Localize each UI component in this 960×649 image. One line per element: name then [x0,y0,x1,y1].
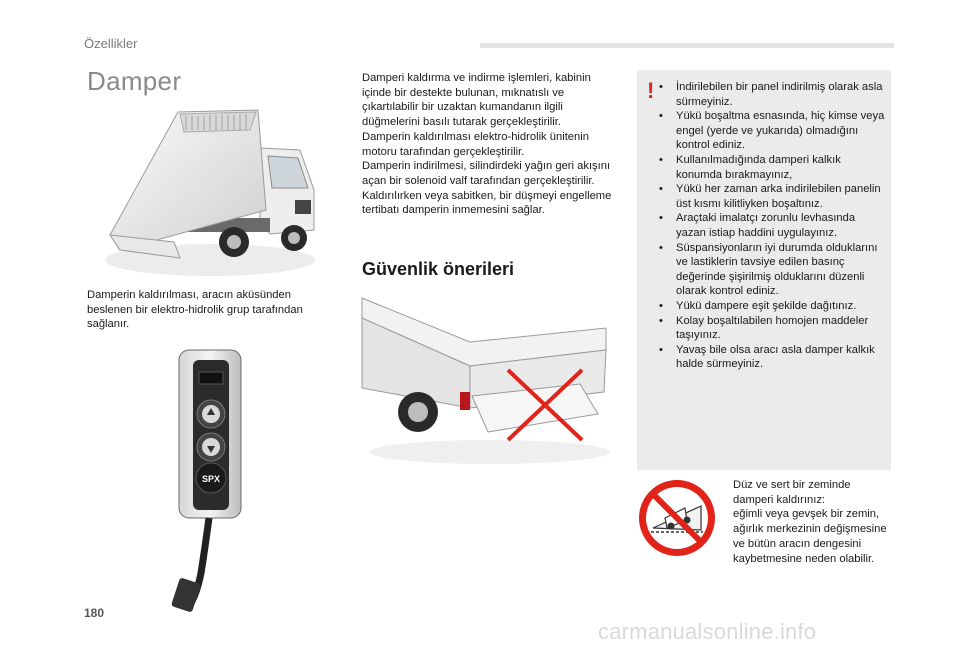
warning-item: • Süspansiyonların iyi durumda olduklarını ve lastiklerin tavsiye edilen basınç değerinde şişirilmiş olduklarını düzenli olarak kontrol ediniz. [659,241,878,298]
paragraph-2: Damperin kaldırılması elektro-hidrolik ünitenin motoru tarafından gerçekleştirilir. [362,130,589,158]
warning-box [637,70,891,470]
warning-item: • Yükü her zaman arka indirilebilen panelin üst kısmı kilitliyken boşaltınız. [659,183,881,210]
remote-control-illustration [165,348,245,613]
header-divider [480,43,894,48]
warning-exclamation-icon: ! [647,78,655,103]
paragraph-1: Damperi kaldırma ve indirme işlemleri, kabinin içinde bir destekte bulunan, mıknatıslı ve çıkartılabilir bir uzaktan kumandanın ilgili düğmelerini basılı tutarak gerçekleştirilir. [362,72,591,129]
intro-paragraph: Damperin kaldırılması, aracın aküsünden beslenen bir elektro-hidrolik grup tarafından sağlanır. [87,289,303,331]
watermark-text: carmanualsonline.info [598,619,817,644]
warning-item: • Yavaş bile olsa aracı asla damper kalkık halde sürmeyiniz. [659,343,875,371]
section-label: Özellikler [84,36,138,51]
open-tailgate-illustration [360,292,612,467]
warning-item: • Kullanılmadığında damperi kalkık konumda bırakmayınız, [659,153,841,181]
note-line-2: eğimli veya gevşek bir zemin, ağırlık merkezinin değişmesine ve bütün aracın dengesini kaybetmesine neden olabilir. [733,508,887,565]
paragraph-3: Damperin indirilmesi, silindirdeki yağın geri akışını açan bir solenoid valf tarafından gerçekleştirilir. [362,160,611,187]
operation-description [362,71,612,218]
warning-item: • İndirilebilen bir panel indirilmiş olarak asla sürmeyiniz. [659,81,883,108]
warning-item: • Araçtaki imalatçı zorunlu levhasında yazan istiap haddini uygulayınız. [659,212,856,239]
no-slope-icon [637,478,717,558]
tipper-raised-illustration [100,100,325,280]
spx-button-label: SPX [201,474,221,484]
warning-list [655,80,887,372]
page-title: Damper [87,66,182,96]
warning-item: • Kolay boşaltılabilen homojen maddeler taşıyınız. [659,314,869,342]
slope-note [733,478,893,566]
note-line-1: Düz ve sert bir zeminde damperi kaldırınız: [733,479,851,506]
warning-item: • Yükü boşaltma esnasında, hiç kimse veya engel (yerde ve yukarıda) olmadığını kontrol ediniz. [659,110,885,152]
safety-heading: Güvenlik önerileri [362,259,515,279]
paragraph-4: Kaldırılırken veya sabitken, bir düşmeyi engelleme tertibatı damperin inmemesini sağlar. [362,189,612,217]
page-number: 180 [84,606,105,620]
warning-item: • Yükü dampere eşit şekilde dağıtınız. [659,299,857,312]
